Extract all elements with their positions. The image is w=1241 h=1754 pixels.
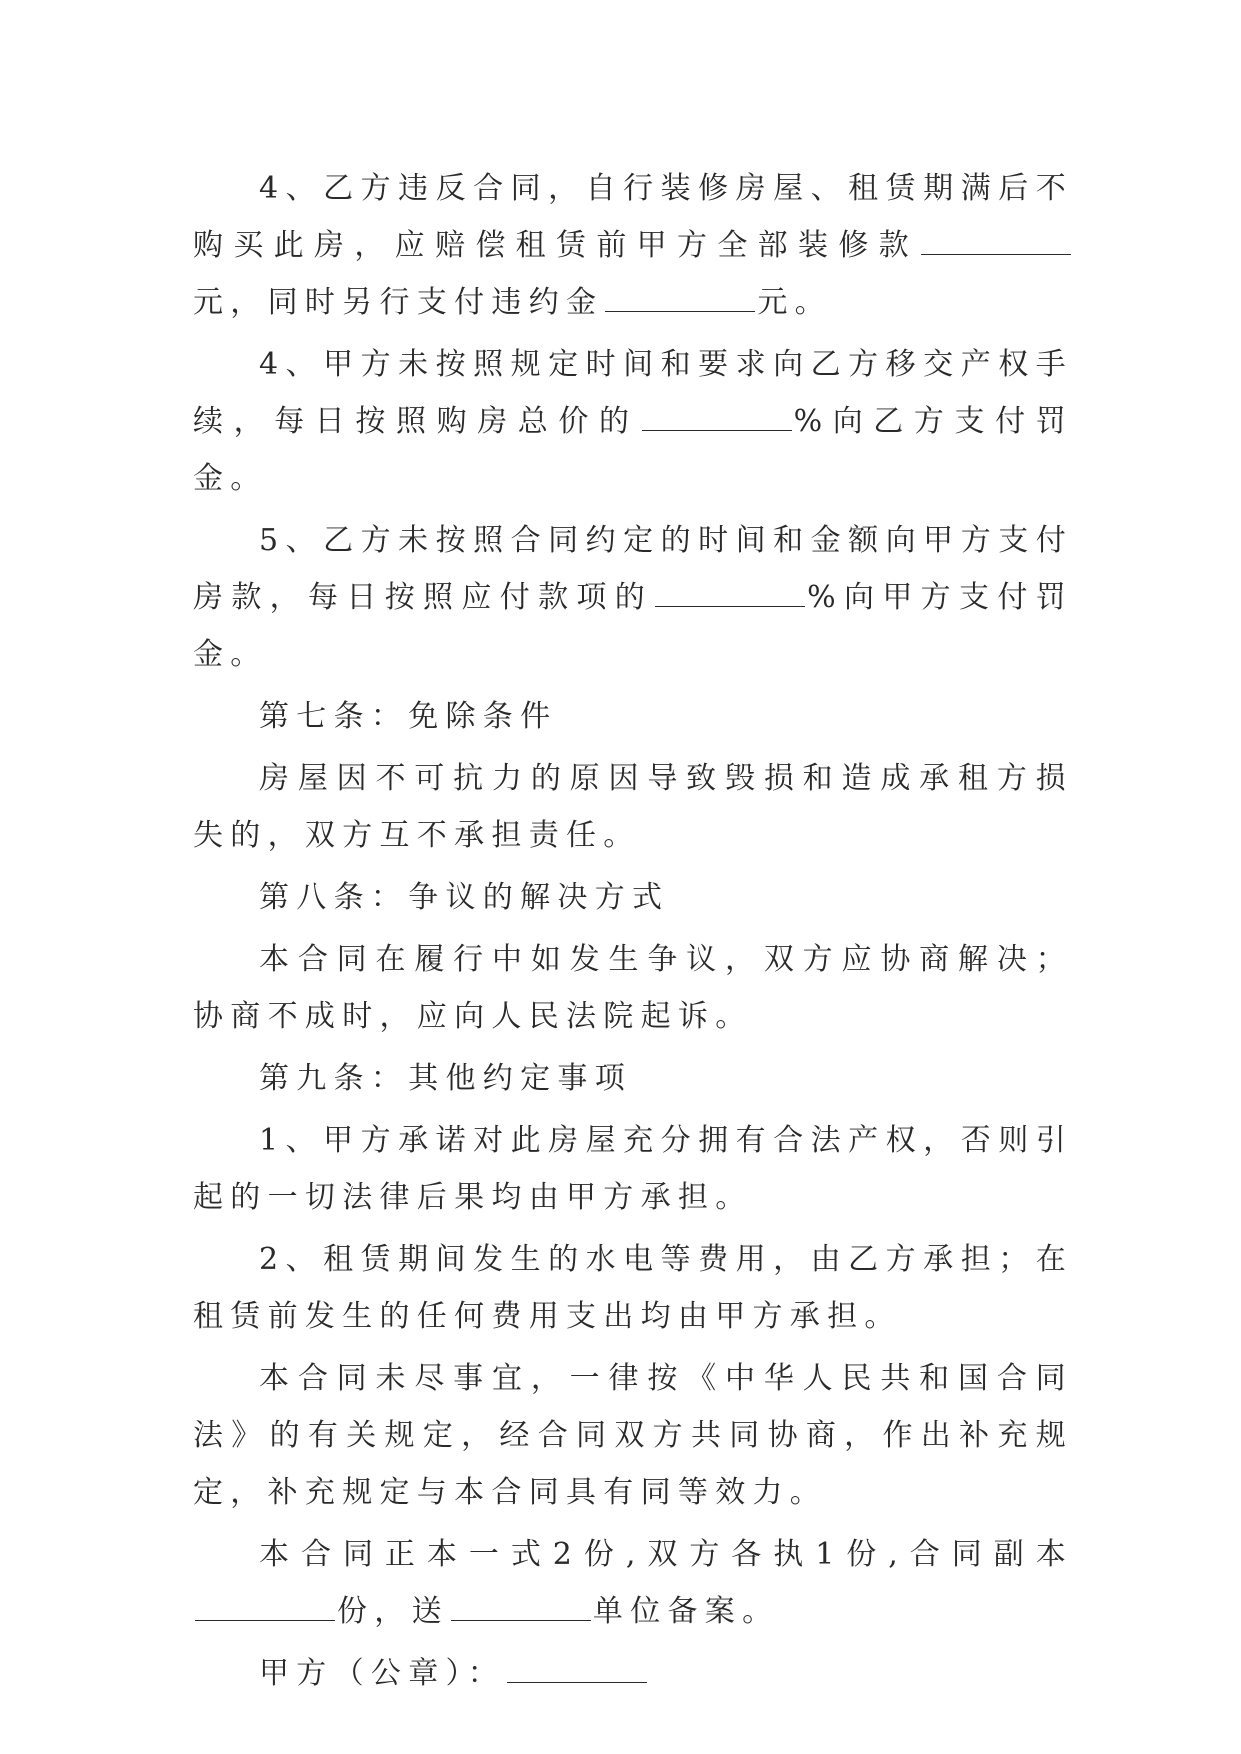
clause-text: 本合同正本一式2份,双方各执1份,合同副本 <box>259 1537 1073 1572</box>
article-8-heading <box>193 869 1073 926</box>
heading-text: 第八条：争议的解决方式 <box>259 880 670 915</box>
clause-text: %向甲方支付罚金。 <box>193 580 1073 672</box>
blank-landlord-penalty-percent[interactable] <box>642 406 792 431</box>
article-9-item-1 <box>193 1112 1073 1226</box>
blank-copies-count[interactable] <box>195 1596 335 1621</box>
clause-text: %向乙方支付罚金。 <box>193 404 1073 496</box>
signature-label: 甲方（公章）： <box>259 1656 506 1691</box>
clause-text: 单位备案。 <box>592 1594 780 1629</box>
clause-text: 本合同未尽事宜，一律按《中华人民共和国合同法》的有关规定，经合同双方共同协商，作出补充规定，补充规定与本合同具有同等效力。 <box>193 1361 1073 1510</box>
signature-party-a <box>193 1645 1073 1702</box>
blank-decoration-amount[interactable] <box>921 230 1071 255</box>
clause-text: 元，同时另行支付违约金 <box>193 285 604 320</box>
clause-text: 1、甲方承诺对此房屋充分拥有合法产权，否则引起的一切法律后果均由甲方承担。 <box>193 1123 1073 1215</box>
supplementary-clause <box>193 1350 1073 1521</box>
clause-4-tenant-breach <box>193 160 1073 331</box>
clause-text: 5、乙方未按照合同约定的时间和金额向甲方支付房款，每日按照应付款项的 <box>193 523 1073 615</box>
clause-text: 本合同在履行中如发生争议，双方应协商解决；协商不成时，应向人民法院起诉。 <box>193 942 1073 1034</box>
copies-clause <box>193 1526 1073 1640</box>
clause-text: 房屋因不可抗力的原因导致毁损和造成承租方损失的，双方互不承担责任。 <box>193 761 1073 853</box>
clause-5-payment-breach <box>193 512 1073 683</box>
article-7-heading <box>193 688 1073 745</box>
article-9-item-2 <box>193 1231 1073 1345</box>
clause-text: 份，送 <box>337 1594 449 1629</box>
clause-text: 4、甲方未按照规定时间和要求向乙方移交产权手续，每日按照购房总价的 <box>193 347 1073 439</box>
article-9-heading <box>193 1050 1073 1107</box>
blank-filing-unit[interactable] <box>451 1596 591 1621</box>
document-page <box>193 160 1073 1707</box>
clause-text: 4、乙方违反合同，自行装修房屋、租赁期满后不购买此房，应赔偿租赁前甲方全部装修款 <box>193 171 1073 263</box>
article-7-body <box>193 750 1073 864</box>
article-8-body <box>193 931 1073 1045</box>
blank-penalty-amount[interactable] <box>605 287 755 312</box>
heading-text: 第九条：其他约定事项 <box>259 1061 632 1096</box>
clause-text: 2、租赁期间发生的水电等费用，由乙方承担；在租赁前发生的任何费用支出均由甲方承担。 <box>193 1242 1073 1334</box>
clause-text: 元。 <box>757 285 832 320</box>
blank-party-a-seal[interactable] <box>507 1658 647 1683</box>
heading-text: 第七条：免除条件 <box>259 699 558 734</box>
clause-4-landlord-breach <box>193 336 1073 507</box>
blank-tenant-penalty-percent[interactable] <box>655 582 805 607</box>
